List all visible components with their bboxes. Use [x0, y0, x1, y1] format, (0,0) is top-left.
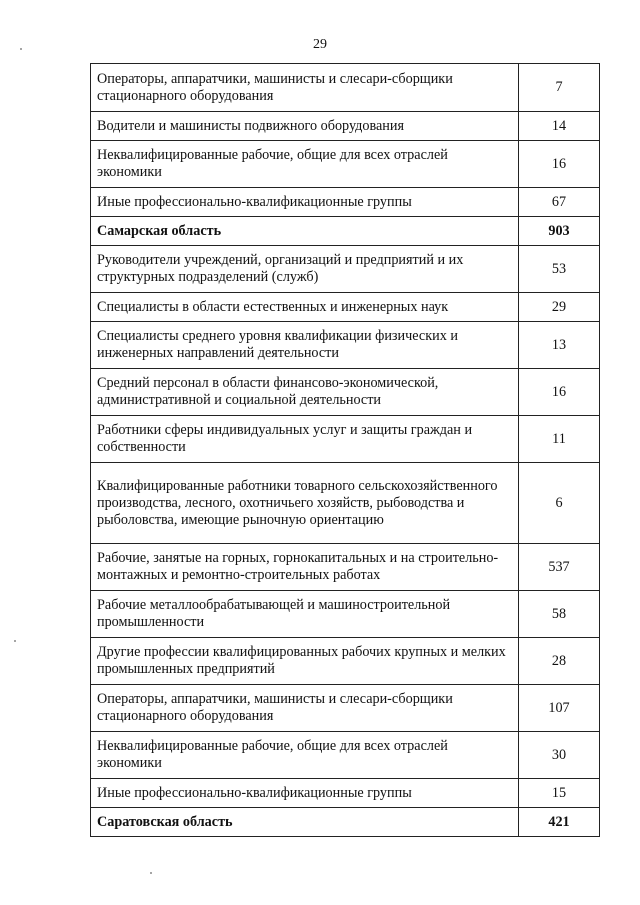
table-row [91, 293, 600, 322]
occupation-label: Операторы, аппаратчики, машинисты и слесари-сборщики стационарного оборудования [91, 64, 519, 112]
table-row [91, 808, 600, 837]
table-row [91, 188, 600, 217]
table-row [91, 322, 600, 369]
occupation-label: Саратовская область [91, 808, 519, 837]
occupation-count: 11 [519, 416, 600, 463]
occupation-count: 421 [519, 808, 600, 837]
occupation-label: Водители и машинисты подвижного оборудования [91, 112, 519, 141]
table-row [91, 369, 600, 416]
occupation-count: 15 [519, 779, 600, 808]
occupation-count: 28 [519, 638, 600, 685]
occupation-label: Иные профессионально-квалификационные группы [91, 188, 519, 217]
occupation-label: Работники сферы индивидуальных услуг и защиты граждан и собственности [91, 416, 519, 463]
occupation-label: Руководители учреждений, организаций и предприятий и их структурных подразделений (служб) [91, 246, 519, 293]
occupation-count: 7 [519, 64, 600, 112]
table-row [91, 64, 600, 112]
table-row [91, 544, 600, 591]
occupation-label: Средний персонал в области финансово-экономической, административной и социальной деятельности [91, 369, 519, 416]
table-row [91, 416, 600, 463]
table-row [91, 217, 600, 246]
table-row [91, 141, 600, 188]
scan-speck [150, 872, 152, 874]
occupation-label: Неквалифицированные рабочие, общие для всех отраслей экономики [91, 732, 519, 779]
occupation-count: 58 [519, 591, 600, 638]
occupation-label: Квалифицированные работники товарного сельскохозяйственного производства, лесного, охотничьего хозяйств, рыбоводства и рыболовства, имеющие рыночную ориентацию [91, 463, 519, 544]
occupation-count: 537 [519, 544, 600, 591]
occupation-label: Операторы, аппаратчики, машинисты и слесари-сборщики стационарного оборудования [91, 685, 519, 732]
table-row [91, 779, 600, 808]
occupation-label: Специалисты среднего уровня квалификации физических и инженерных направлений деятельности [91, 322, 519, 369]
occupation-label: Неквалифицированные рабочие, общие для всех отраслей экономики [91, 141, 519, 188]
occupation-label: Специалисты в области естественных и инженерных наук [91, 293, 519, 322]
occupation-count: 53 [519, 246, 600, 293]
table-row [91, 246, 600, 293]
table-row [91, 463, 600, 544]
occupation-label: Другие профессии квалифицированных рабочих крупных и мелких промышленных предприятий [91, 638, 519, 685]
page-number: 29 [313, 37, 327, 52]
table-row [91, 685, 600, 732]
table-row [91, 732, 600, 779]
occupation-count: 13 [519, 322, 600, 369]
occupation-count: 16 [519, 141, 600, 188]
occupation-label: Рабочие, занятые на горных, горнокапитальных и на строительно-монтажных и ремонтно-строительных работах [91, 544, 519, 591]
table-body [91, 64, 600, 837]
occupation-count: 6 [519, 463, 600, 544]
scan-speck [20, 48, 22, 50]
occupation-count: 107 [519, 685, 600, 732]
occupation-count: 29 [519, 293, 600, 322]
scan-speck [14, 640, 16, 642]
occupation-count: 14 [519, 112, 600, 141]
occupation-count: 16 [519, 369, 600, 416]
table-row [91, 638, 600, 685]
occupation-label: Самарская область [91, 217, 519, 246]
statistics-table [90, 63, 600, 837]
table-row [91, 112, 600, 141]
occupation-label: Рабочие металлообрабатывающей и машиностроительной промышленности [91, 591, 519, 638]
occupation-count: 67 [519, 188, 600, 217]
occupation-count: 903 [519, 217, 600, 246]
table-row [91, 591, 600, 638]
occupation-count: 30 [519, 732, 600, 779]
occupation-label: Иные профессионально-квалификационные группы [91, 779, 519, 808]
